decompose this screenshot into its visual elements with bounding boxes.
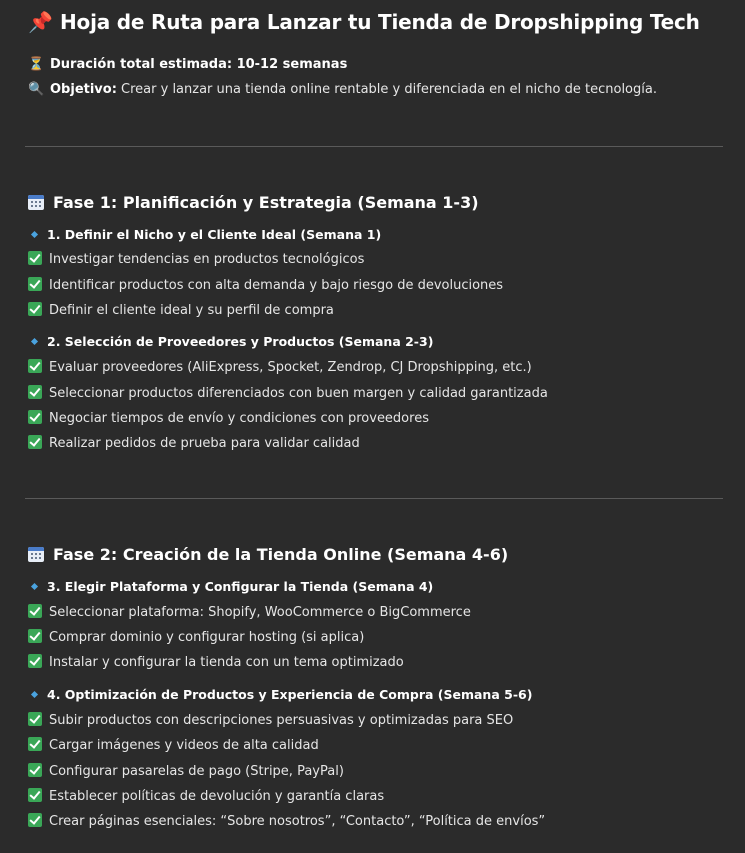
divider — [25, 146, 723, 147]
checkmark-icon — [28, 788, 42, 802]
page-title — [28, 10, 700, 34]
section-3-title — [30, 579, 433, 594]
checklist-item — [28, 385, 548, 401]
checkmark-icon — [28, 359, 42, 373]
checkmark-icon — [28, 277, 42, 291]
checklist-item — [28, 302, 334, 318]
diamond-bullet-icon — [31, 691, 38, 698]
section-1-title-text: 1. Definir el Nicho y el Cliente Ideal (Semana 1) — [47, 227, 382, 242]
checklist-item — [28, 813, 545, 829]
duration-text: Duración total estimada: 10-12 semanas — [50, 57, 348, 72]
checklist-item — [28, 277, 503, 293]
checklist-item-text: Configurar pasarelas de pago (Stripe, PayPal) — [49, 764, 344, 779]
objective-label: Objetivo: — [50, 82, 117, 97]
checklist-item — [28, 435, 360, 451]
checkmark-icon — [28, 813, 42, 827]
checkmark-icon — [28, 712, 42, 726]
section-1-title — [30, 227, 381, 242]
checklist-item-text: Seleccionar plataforma: Shopify, WooCommerce o BigCommerce — [49, 605, 471, 620]
checkmark-icon — [28, 604, 42, 618]
section-2-title-text: 2. Selección de Proveedores y Productos (Semana 2-3) — [47, 334, 434, 349]
objective-line — [28, 82, 657, 97]
checklist-item — [28, 410, 429, 426]
phase-1-title-text: Fase 1: Planificación y Estrategia (Semana 1-3) — [53, 193, 479, 212]
diamond-bullet-icon — [31, 231, 38, 238]
magnifier-icon: 🔍 — [28, 82, 45, 97]
checklist-item — [28, 359, 532, 375]
section-4-title-text: 4. Optimización de Productos y Experiencia de Compra (Semana 5-6) — [47, 687, 533, 702]
checkmark-icon — [28, 251, 42, 265]
calendar-icon — [28, 195, 44, 210]
page-title-text: Hoja de Ruta para Lanzar tu Tienda de Dropshipping Tech — [60, 10, 700, 34]
checklist-item-text: Establecer políticas de devolución y garantía claras — [49, 789, 385, 804]
checkmark-icon — [28, 763, 42, 777]
checkmark-icon — [28, 654, 42, 668]
checklist-item-text: Instalar y configurar la tienda con un tema optimizado — [49, 655, 404, 670]
checkmark-icon — [28, 737, 42, 751]
checklist-item — [28, 629, 364, 645]
checklist-item — [28, 712, 513, 728]
diamond-bullet-icon — [31, 338, 38, 345]
checkmark-icon — [28, 302, 42, 316]
checklist-item — [28, 763, 344, 779]
checklist-item — [28, 737, 319, 753]
checklist-item — [28, 251, 364, 267]
checklist-item — [28, 604, 471, 620]
checklist-item-text: Evaluar proveedores (AliExpress, Spocket, Zendrop, CJ Dropshipping, etc.) — [49, 360, 532, 375]
checkmark-icon — [28, 435, 42, 449]
objective-text: Crear y lanzar una tienda online rentable y diferenciada en el nicho de tecnología. — [121, 82, 657, 97]
checklist-item-text: Definir el cliente ideal y su perfil de compra — [49, 303, 334, 318]
calendar-icon — [28, 547, 44, 562]
diamond-bullet-icon — [31, 583, 38, 590]
duration-line — [28, 57, 347, 72]
checklist-item-text: Crear páginas esenciales: “Sobre nosotros”, “Contacto”, “Política de envíos” — [49, 814, 546, 829]
checkmark-icon — [28, 385, 42, 399]
section-3-title-text: 3. Elegir Plataforma y Configurar la Tienda (Semana 4) — [47, 579, 434, 594]
checkmark-icon — [28, 410, 42, 424]
checkmark-icon — [28, 629, 42, 643]
checklist-item — [28, 788, 384, 804]
section-2-title — [30, 334, 433, 349]
checklist-item — [28, 654, 404, 670]
checklist-item-text: Identificar productos con alta demanda y bajo riesgo de devoluciones — [49, 278, 504, 293]
divider — [25, 498, 723, 499]
phase-2-title — [28, 545, 508, 564]
checklist-item-text: Comprar dominio y configurar hosting (si aplica) — [49, 630, 365, 645]
hourglass-icon: ⏳ — [28, 57, 45, 72]
section-4-title — [30, 687, 532, 702]
phase-2-title-text: Fase 2: Creación de la Tienda Online (Semana 4-6) — [53, 545, 509, 564]
checklist-item-text: Subir productos con descripciones persuasivas y optimizadas para SEO — [49, 713, 514, 728]
checklist-item-text: Realizar pedidos de prueba para validar calidad — [49, 436, 360, 451]
checklist-item-text: Negociar tiempos de envío y condiciones con proveedores — [49, 411, 429, 426]
phase-1-title — [28, 193, 479, 212]
checklist-item-text: Cargar imágenes y videos de alta calidad — [49, 738, 319, 753]
checklist-item-text: Seleccionar productos diferenciados con buen margen y calidad garantizada — [49, 386, 548, 401]
pushpin-icon: 📌 — [28, 10, 53, 34]
checklist-item-text: Investigar tendencias en productos tecnológicos — [49, 252, 365, 267]
